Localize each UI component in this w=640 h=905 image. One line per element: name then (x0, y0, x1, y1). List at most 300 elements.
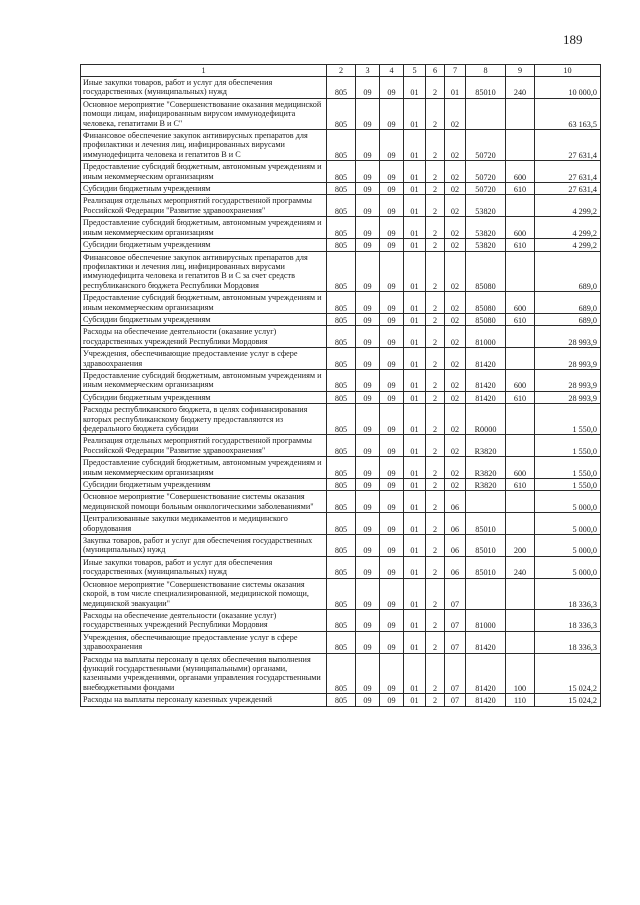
table-row (81, 77, 601, 99)
subsection-cell: 09 (380, 313, 404, 325)
admin-code-cell: 805 (327, 535, 356, 557)
table-row (81, 391, 601, 403)
subprogram-cell: 2 (426, 457, 445, 479)
measure-cell: 02 (445, 183, 466, 195)
expense-type-cell: 610 (506, 239, 535, 251)
subsection-cell: 09 (380, 457, 404, 479)
program-cell: 01 (404, 77, 426, 99)
section-cell: 09 (356, 77, 380, 99)
expense-type-cell (506, 195, 535, 217)
program-cell: 01 (404, 98, 426, 129)
section-cell: 09 (356, 694, 380, 706)
section-cell: 09 (356, 513, 380, 535)
direction-code-cell: 50720 (466, 130, 506, 161)
measure-cell: 02 (445, 239, 466, 251)
subprogram-cell: 2 (426, 653, 445, 694)
admin-code-cell: 805 (327, 556, 356, 578)
amount-cell: 28 993,9 (535, 326, 601, 348)
column-header: 7 (445, 65, 466, 77)
column-header: 5 (404, 65, 426, 77)
admin-code-cell: 805 (327, 653, 356, 694)
amount-cell: 689,0 (535, 251, 601, 292)
subsection-cell: 09 (380, 491, 404, 513)
direction-code-cell: 85080 (466, 292, 506, 314)
measure-cell: 02 (445, 348, 466, 370)
subprogram-cell: 2 (426, 326, 445, 348)
row-name-cell: Основное мероприятие "Совершенствование системы оказания медицинской помощи больным онкологическими заболеваниями" (81, 491, 327, 513)
table-row (81, 348, 601, 370)
amount-cell: 18 336,3 (535, 609, 601, 631)
measure-cell: 07 (445, 578, 466, 609)
subsection-cell: 09 (380, 251, 404, 292)
column-header: 8 (466, 65, 506, 77)
admin-code-cell: 805 (327, 348, 356, 370)
row-name-cell: Учреждения, обеспечивающие предоставление услуг в сфере здравоохранения (81, 348, 327, 370)
direction-code-cell: 85010 (466, 556, 506, 578)
subprogram-cell: 2 (426, 195, 445, 217)
subprogram-cell: 2 (426, 609, 445, 631)
column-header: 6 (426, 65, 445, 77)
table-row (81, 653, 601, 694)
subsection-cell: 09 (380, 239, 404, 251)
admin-code-cell: 805 (327, 183, 356, 195)
subsection-cell: 09 (380, 391, 404, 403)
section-cell: 09 (356, 251, 380, 292)
section-cell: 09 (356, 556, 380, 578)
admin-code-cell: 805 (327, 491, 356, 513)
subsection-cell: 09 (380, 578, 404, 609)
subprogram-cell: 2 (426, 404, 445, 435)
amount-cell: 4 299,2 (535, 195, 601, 217)
program-cell: 01 (404, 513, 426, 535)
expense-type-cell (506, 491, 535, 513)
expense-type-cell (506, 435, 535, 457)
subsection-cell: 09 (380, 348, 404, 370)
direction-code-cell: R0000 (466, 404, 506, 435)
admin-code-cell: 805 (327, 77, 356, 99)
row-name-cell: Основное мероприятие "Совершенствование оказания медицинской помощи лицам, инфицированным вирусом иммунодефицита человека, гепатитами В и С" (81, 98, 327, 129)
amount-cell: 689,0 (535, 313, 601, 325)
program-cell: 01 (404, 653, 426, 694)
measure-cell: 07 (445, 694, 466, 706)
admin-code-cell: 805 (327, 369, 356, 391)
table-row (81, 556, 601, 578)
direction-code-cell: 81420 (466, 631, 506, 653)
program-cell: 01 (404, 609, 426, 631)
admin-code-cell: 805 (327, 292, 356, 314)
table-row (81, 513, 601, 535)
amount-cell: 27 631,4 (535, 130, 601, 161)
row-name-cell: Субсидии бюджетным учреждениям (81, 479, 327, 491)
section-cell: 09 (356, 391, 380, 403)
admin-code-cell: 805 (327, 391, 356, 403)
section-cell: 09 (356, 609, 380, 631)
table-row (81, 239, 601, 251)
measure-cell: 06 (445, 556, 466, 578)
measure-cell: 02 (445, 369, 466, 391)
direction-code-cell: 50720 (466, 183, 506, 195)
admin-code-cell: 805 (327, 130, 356, 161)
section-cell: 09 (356, 653, 380, 694)
subsection-cell: 09 (380, 130, 404, 161)
amount-cell: 28 993,9 (535, 369, 601, 391)
subprogram-cell: 2 (426, 217, 445, 239)
column-header: 3 (356, 65, 380, 77)
subprogram-cell: 2 (426, 435, 445, 457)
section-cell: 09 (356, 479, 380, 491)
subsection-cell: 09 (380, 77, 404, 99)
row-name-cell: Субсидии бюджетным учреждениям (81, 239, 327, 251)
direction-code-cell: 53820 (466, 217, 506, 239)
row-name-cell: Субсидии бюджетным учреждениям (81, 313, 327, 325)
row-name-cell: Предоставление субсидий бюджетным, автономным учреждениям и иным некоммерческим организациям (81, 217, 327, 239)
subsection-cell: 09 (380, 631, 404, 653)
subsection-cell: 09 (380, 653, 404, 694)
measure-cell: 02 (445, 313, 466, 325)
expense-type-cell (506, 98, 535, 129)
direction-code-cell (466, 98, 506, 129)
amount-cell: 10 000,0 (535, 77, 601, 99)
program-cell: 01 (404, 631, 426, 653)
admin-code-cell: 805 (327, 609, 356, 631)
table-row (81, 609, 601, 631)
section-cell: 09 (356, 292, 380, 314)
program-cell: 01 (404, 535, 426, 557)
row-name-cell: Учреждения, обеспечивающие предоставление услуг в сфере здравоохранения (81, 631, 327, 653)
table-row (81, 130, 601, 161)
subsection-cell: 09 (380, 513, 404, 535)
measure-cell: 02 (445, 435, 466, 457)
expense-type-cell: 600 (506, 369, 535, 391)
measure-cell: 02 (445, 217, 466, 239)
admin-code-cell: 805 (327, 313, 356, 325)
measure-cell: 02 (445, 404, 466, 435)
program-cell: 01 (404, 348, 426, 370)
row-name-cell: Финансовое обеспечение закупок антивирусных препаратов для профилактики и лечения лиц, инфицированных вирусами иммунодефицита человека и гепатитов В и С за счет средств республиканского бюджета Республики Мордовия (81, 251, 327, 292)
direction-code-cell: 85010 (466, 77, 506, 99)
subprogram-cell: 2 (426, 251, 445, 292)
program-cell: 01 (404, 292, 426, 314)
measure-cell: 02 (445, 130, 466, 161)
subsection-cell: 09 (380, 694, 404, 706)
amount-cell: 5 000,0 (535, 513, 601, 535)
row-name-cell: Предоставление субсидий бюджетным, автономным учреждениям и иным некоммерческим организациям (81, 369, 327, 391)
table-row (81, 251, 601, 292)
expense-type-cell: 610 (506, 391, 535, 403)
measure-cell: 07 (445, 631, 466, 653)
direction-code-cell: 85080 (466, 251, 506, 292)
expense-type-cell: 610 (506, 183, 535, 195)
subprogram-cell: 2 (426, 161, 445, 183)
column-header: 9 (506, 65, 535, 77)
direction-code-cell: 81420 (466, 348, 506, 370)
measure-cell: 02 (445, 457, 466, 479)
expense-type-cell: 200 (506, 535, 535, 557)
subprogram-cell: 2 (426, 491, 445, 513)
amount-cell: 27 631,4 (535, 161, 601, 183)
page-number: 189 (563, 32, 583, 47)
program-cell: 01 (404, 479, 426, 491)
program-cell: 01 (404, 239, 426, 251)
admin-code-cell: 805 (327, 694, 356, 706)
measure-cell: 06 (445, 491, 466, 513)
expense-type-cell (506, 578, 535, 609)
admin-code-cell: 805 (327, 479, 356, 491)
admin-code-cell: 805 (327, 161, 356, 183)
measure-cell: 02 (445, 326, 466, 348)
row-name-cell: Субсидии бюджетным учреждениям (81, 183, 327, 195)
measure-cell: 06 (445, 535, 466, 557)
section-cell: 09 (356, 457, 380, 479)
row-name-cell: Иные закупки товаров, работ и услуг для обеспечения государственных (муниципальных) нужд (81, 77, 327, 99)
measure-cell: 07 (445, 609, 466, 631)
subprogram-cell: 2 (426, 292, 445, 314)
row-name-cell: Финансовое обеспечение закупок антивирусных препаратов для профилактики и лечения лиц, инфицированных вирусами иммунодефицита человека и гепатитов В и С (81, 130, 327, 161)
direction-code-cell: 81000 (466, 609, 506, 631)
subprogram-cell: 2 (426, 130, 445, 161)
table-row (81, 631, 601, 653)
measure-cell: 01 (445, 77, 466, 99)
row-name-cell: Основное мероприятие "Совершенствование системы оказания скорой, в том числе специализированной, медицинской помощи, медицинской эвакуации" (81, 578, 327, 609)
expense-type-cell: 100 (506, 653, 535, 694)
measure-cell: 07 (445, 653, 466, 694)
subsection-cell: 09 (380, 98, 404, 129)
subprogram-cell: 2 (426, 391, 445, 403)
table-row (81, 313, 601, 325)
direction-code-cell: R3820 (466, 479, 506, 491)
direction-code-cell: 81420 (466, 391, 506, 403)
section-cell: 09 (356, 239, 380, 251)
section-cell: 09 (356, 217, 380, 239)
subsection-cell: 09 (380, 479, 404, 491)
row-name-cell: Реализация отдельных мероприятий государственной программы Российской Федерации "Развитие здравоохранения" (81, 435, 327, 457)
row-name-cell: Предоставление субсидий бюджетным, автономным учреждениям и иным некоммерческим организациям (81, 457, 327, 479)
program-cell: 01 (404, 491, 426, 513)
direction-code-cell: 53820 (466, 195, 506, 217)
expense-type-cell (506, 326, 535, 348)
amount-cell: 15 024,2 (535, 653, 601, 694)
table-row (81, 491, 601, 513)
amount-cell: 689,0 (535, 292, 601, 314)
amount-cell: 5 000,0 (535, 535, 601, 557)
table-row (81, 457, 601, 479)
section-cell: 09 (356, 369, 380, 391)
section-cell: 09 (356, 631, 380, 653)
subprogram-cell: 2 (426, 631, 445, 653)
expense-type-cell (506, 631, 535, 653)
amount-cell: 1 550,0 (535, 457, 601, 479)
subsection-cell: 09 (380, 369, 404, 391)
budget-table (80, 64, 601, 707)
subprogram-cell: 2 (426, 513, 445, 535)
measure-cell: 02 (445, 161, 466, 183)
amount-cell: 4 299,2 (535, 217, 601, 239)
expense-type-cell (506, 130, 535, 161)
section-cell: 09 (356, 348, 380, 370)
table-row (81, 183, 601, 195)
subprogram-cell: 2 (426, 479, 445, 491)
amount-cell: 1 550,0 (535, 404, 601, 435)
table-row (81, 326, 601, 348)
amount-cell: 4 299,2 (535, 239, 601, 251)
measure-cell: 02 (445, 479, 466, 491)
amount-cell: 28 993,9 (535, 391, 601, 403)
table-row (81, 195, 601, 217)
expense-type-cell (506, 348, 535, 370)
table-row (81, 535, 601, 557)
section-cell: 09 (356, 195, 380, 217)
subsection-cell: 09 (380, 435, 404, 457)
subsection-cell: 09 (380, 195, 404, 217)
row-name-cell: Расходы на обеспечение деятельности (оказание услуг) государственных учреждений Республики Мордовия (81, 326, 327, 348)
admin-code-cell: 805 (327, 326, 356, 348)
amount-cell: 5 000,0 (535, 556, 601, 578)
table-row (81, 292, 601, 314)
table-row (81, 578, 601, 609)
subsection-cell: 09 (380, 292, 404, 314)
amount-cell: 15 024,2 (535, 694, 601, 706)
column-header: 2 (327, 65, 356, 77)
expense-type-cell: 610 (506, 479, 535, 491)
amount-cell: 1 550,0 (535, 435, 601, 457)
row-name-cell: Иные закупки товаров, работ и услуг для обеспечения государственных (муниципальных) нужд (81, 556, 327, 578)
row-name-cell: Предоставление субсидий бюджетным, автономным учреждениям и иным некоммерческим организациям (81, 161, 327, 183)
table-row (81, 435, 601, 457)
amount-cell: 27 631,4 (535, 183, 601, 195)
measure-cell: 02 (445, 98, 466, 129)
table-row (81, 479, 601, 491)
amount-cell: 1 550,0 (535, 479, 601, 491)
program-cell: 01 (404, 457, 426, 479)
expense-type-cell (506, 404, 535, 435)
expense-type-cell: 600 (506, 161, 535, 183)
table-row (81, 694, 601, 706)
subprogram-cell: 2 (426, 98, 445, 129)
admin-code-cell: 805 (327, 435, 356, 457)
section-cell: 09 (356, 578, 380, 609)
direction-code-cell: 85010 (466, 535, 506, 557)
direction-code-cell: R3820 (466, 457, 506, 479)
subprogram-cell: 2 (426, 239, 445, 251)
amount-cell: 5 000,0 (535, 491, 601, 513)
direction-code-cell: 81420 (466, 369, 506, 391)
direction-code-cell (466, 491, 506, 513)
row-name-cell: Расходы на выплаты персоналу казенных учреждений (81, 694, 327, 706)
admin-code-cell: 805 (327, 404, 356, 435)
program-cell: 01 (404, 161, 426, 183)
subsection-cell: 09 (380, 161, 404, 183)
subsection-cell: 09 (380, 183, 404, 195)
program-cell: 01 (404, 217, 426, 239)
program-cell: 01 (404, 183, 426, 195)
table-row (81, 404, 601, 435)
section-cell: 09 (356, 326, 380, 348)
table-row (81, 98, 601, 129)
section-cell: 09 (356, 535, 380, 557)
admin-code-cell: 805 (327, 239, 356, 251)
program-cell: 01 (404, 326, 426, 348)
subsection-cell: 09 (380, 609, 404, 631)
row-name-cell: Субсидии бюджетным учреждениям (81, 391, 327, 403)
subprogram-cell: 2 (426, 369, 445, 391)
expense-type-cell (506, 609, 535, 631)
admin-code-cell: 805 (327, 578, 356, 609)
expense-type-cell: 240 (506, 556, 535, 578)
section-cell: 09 (356, 435, 380, 457)
direction-code-cell: 53820 (466, 239, 506, 251)
amount-cell: 18 336,3 (535, 631, 601, 653)
admin-code-cell: 805 (327, 195, 356, 217)
table-row (81, 161, 601, 183)
direction-code-cell (466, 578, 506, 609)
program-cell: 01 (404, 369, 426, 391)
section-cell: 09 (356, 404, 380, 435)
expense-type-cell: 600 (506, 217, 535, 239)
expense-type-cell: 610 (506, 313, 535, 325)
subprogram-cell: 2 (426, 694, 445, 706)
measure-cell: 06 (445, 513, 466, 535)
measure-cell: 02 (445, 292, 466, 314)
subprogram-cell: 2 (426, 77, 445, 99)
table-body (81, 77, 601, 707)
subsection-cell: 09 (380, 556, 404, 578)
admin-code-cell: 805 (327, 251, 356, 292)
direction-code-cell: 85010 (466, 513, 506, 535)
direction-code-cell: 81420 (466, 694, 506, 706)
program-cell: 01 (404, 195, 426, 217)
subprogram-cell: 2 (426, 313, 445, 325)
program-cell: 01 (404, 578, 426, 609)
subprogram-cell: 2 (426, 183, 445, 195)
amount-cell: 28 993,9 (535, 348, 601, 370)
column-header: 1 (81, 65, 327, 77)
direction-code-cell: 81420 (466, 653, 506, 694)
row-name-cell: Закупка товаров, работ и услуг для обеспечения государственных (муниципальных) нужд (81, 535, 327, 557)
program-cell: 01 (404, 404, 426, 435)
section-cell: 09 (356, 98, 380, 129)
direction-code-cell: 81000 (466, 326, 506, 348)
program-cell: 01 (404, 130, 426, 161)
program-cell: 01 (404, 556, 426, 578)
expense-type-cell (506, 251, 535, 292)
program-cell: 01 (404, 313, 426, 325)
admin-code-cell: 805 (327, 217, 356, 239)
subsection-cell: 09 (380, 535, 404, 557)
header-row (81, 65, 601, 77)
program-cell: 01 (404, 435, 426, 457)
column-header: 4 (380, 65, 404, 77)
amount-cell: 18 336,3 (535, 578, 601, 609)
row-name-cell: Реализация отдельных мероприятий государственной программы Российской Федерации "Развитие здравоохранения" (81, 195, 327, 217)
row-name-cell: Расходы на выплаты персоналу в целях обеспечения выполнения функций государственными (муниципальными) органами, казенными учреждениями, органами управления государственными внебюджетными фондами (81, 653, 327, 694)
section-cell: 09 (356, 313, 380, 325)
expense-type-cell: 110 (506, 694, 535, 706)
expense-type-cell: 240 (506, 77, 535, 99)
row-name-cell: Централизованные закупки медикаментов и медицинского оборудования (81, 513, 327, 535)
subsection-cell: 09 (380, 217, 404, 239)
row-name-cell: Расходы на обеспечение деятельности (оказание услуг) государственных учреждений Республики Мордовия (81, 609, 327, 631)
subsection-cell: 09 (380, 326, 404, 348)
section-cell: 09 (356, 161, 380, 183)
subprogram-cell: 2 (426, 348, 445, 370)
measure-cell: 02 (445, 251, 466, 292)
row-name-cell: Предоставление субсидий бюджетным, автономным учреждениям и иным некоммерческим организациям (81, 292, 327, 314)
section-cell: 09 (356, 491, 380, 513)
direction-code-cell: 85080 (466, 313, 506, 325)
direction-code-cell: R3820 (466, 435, 506, 457)
expense-type-cell: 600 (506, 457, 535, 479)
section-cell: 09 (356, 183, 380, 195)
